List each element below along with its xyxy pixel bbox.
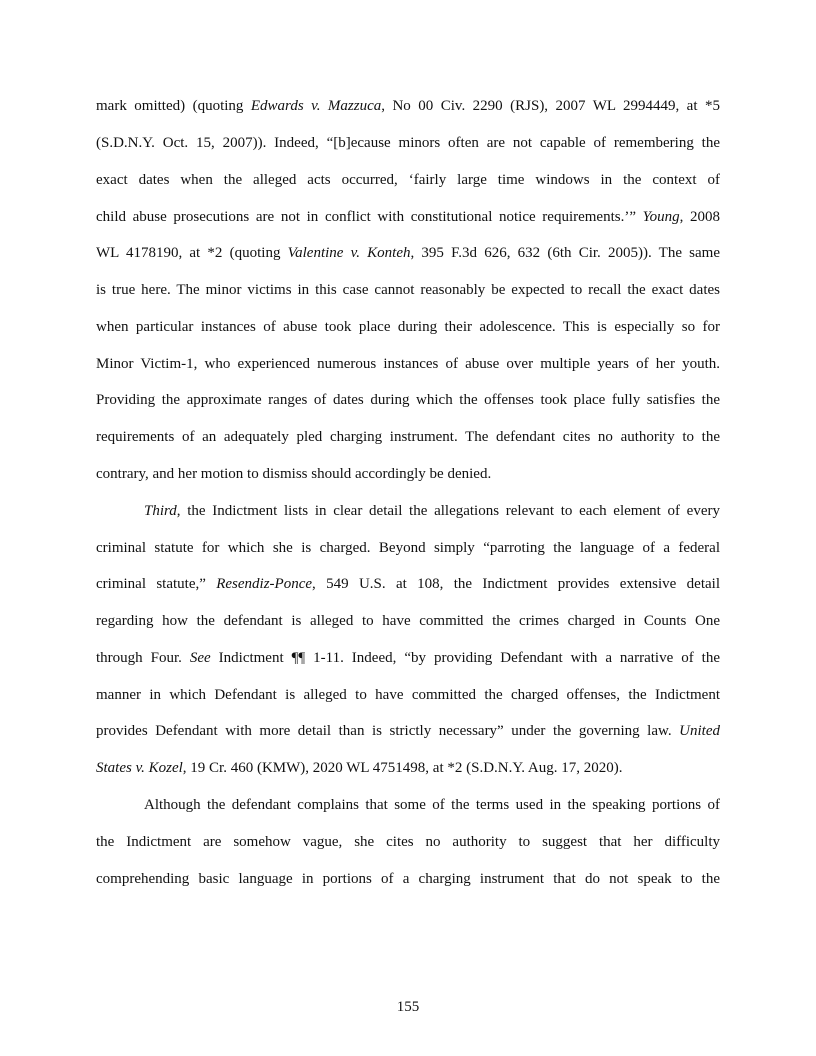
text-line: manner in which Defendant is alleged to have committed the charged offenses, the Indictment <box>96 687 720 703</box>
text-line: contrary, and her motion to dismiss should accordingly be denied. <box>96 466 492 482</box>
text-line: (S.D.N.Y. Oct. 15, 2007)). Indeed, “[b]ecause minors often are not capable of remembering the <box>96 135 720 151</box>
text-line: is true here. The minor victims in this case cannot reasonably be expected to recall the exact dates <box>96 282 720 298</box>
text-line: exact dates when the alleged acts occurred, ‘fairly large time windows in the context of <box>96 172 720 188</box>
text-line: States v. Kozel, 19 Cr. 460 (KMW), 2020 WL 4751498, at *2 (S.D.N.Y. Aug. 17, 2020). <box>96 760 623 776</box>
text-line: criminal statute for which she is charged. Beyond simply “parroting the language of a federal <box>96 540 720 556</box>
text-line: child abuse prosecutions are not in conflict with constitutional notice requirements.’” Young, 2008 <box>96 209 720 225</box>
text-line: WL 4178190, at *2 (quoting Valentine v. Konteh, 395 F.3d 626, 632 (6th Cir. 2005)). The same <box>96 245 720 261</box>
paragraph-first-line: Although the defendant complains that some of the terms used in the speaking portions of <box>144 797 720 813</box>
text-line: the Indictment are somehow vague, she cites no authority to suggest that her difficulty <box>96 834 720 850</box>
paragraph-first-line: Third, the Indictment lists in clear detail the allegations relevant to each element of every <box>144 503 720 519</box>
text-line: Providing the approximate ranges of dates during which the offenses took place fully satisfies the <box>96 392 720 408</box>
text-line: regarding how the defendant is alleged to have committed the crimes charged in Counts One <box>96 613 720 629</box>
text-line: when particular instances of abuse took place during their adolescence. This is especially so for <box>96 319 720 335</box>
page-number: 155 <box>396 999 420 1015</box>
text-line: criminal statute,” Resendiz-Ponce, 549 U.S. at 108, the Indictment provides extensive detail <box>96 576 721 592</box>
text-line: requirements of an adequately pled charging instrument. The defendant cites no authority to the <box>96 429 720 445</box>
text-line: comprehending basic language in portions of a charging instrument that do not speak to the <box>96 871 720 887</box>
text-line: Minor Victim-1, who experienced numerous instances of abuse over multiple years of her youth. <box>96 356 720 372</box>
text-line: through Four. See Indictment ¶¶ 1-11. Indeed, “by providing Defendant with a narrative of the <box>96 650 720 666</box>
text-line: provides Defendant with more detail than is strictly necessary” under the governing law. United <box>96 723 720 739</box>
text-line: mark omitted) (quoting Edwards v. Mazzuca, No 00 Civ. 2290 (RJS), 2007 WL 2994449, at *5 <box>96 98 720 114</box>
